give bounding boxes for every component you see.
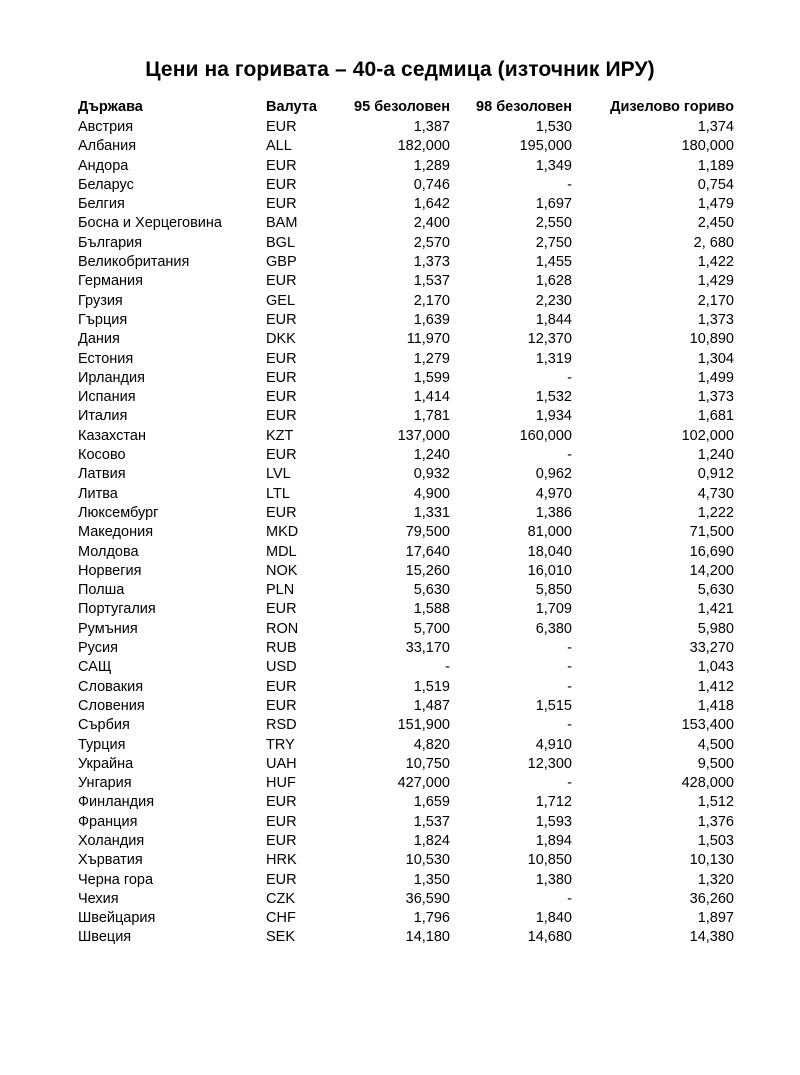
cell-currency: KZT xyxy=(266,427,294,444)
table-row xyxy=(78,620,734,639)
cell-currency: EUR xyxy=(266,176,297,193)
cell-98-unleaded: 2,550 xyxy=(535,215,572,232)
table-row xyxy=(78,465,734,484)
table-row xyxy=(78,350,734,369)
cell-currency: EUR xyxy=(266,678,297,695)
cell-country: Босна и Херцеговина xyxy=(78,215,222,232)
cell-diesel: 1,240 xyxy=(697,447,734,464)
cell-95-unleaded: 5,700 xyxy=(413,620,450,637)
cell-diesel: 1,503 xyxy=(697,832,734,849)
cell-98-unleaded: 2,230 xyxy=(535,292,572,309)
cell-95-unleaded: 2,570 xyxy=(413,234,450,251)
cell-currency: EUR xyxy=(266,196,297,213)
table-row xyxy=(78,523,734,542)
cell-diesel: 4,500 xyxy=(697,736,734,753)
cell-country: Русия xyxy=(78,640,118,657)
table-row xyxy=(78,292,734,311)
cell-country: Хърватия xyxy=(78,852,143,869)
cell-95-unleaded: 1,537 xyxy=(413,813,450,830)
table-row xyxy=(78,774,734,793)
table-row xyxy=(78,118,734,137)
cell-country: Полша xyxy=(78,582,125,599)
cell-diesel: 1,412 xyxy=(697,678,734,695)
cell-98-unleaded: 4,910 xyxy=(535,736,572,753)
cell-country: Латвия xyxy=(78,466,126,483)
cell-currency: RUB xyxy=(266,640,297,657)
cell-country: България xyxy=(78,234,143,251)
cell-98-unleaded: 1,894 xyxy=(535,832,572,849)
cell-currency: EUR xyxy=(266,601,297,618)
cell-diesel: 0,912 xyxy=(697,466,734,483)
table-row xyxy=(78,137,734,156)
cell-95-unleaded: - xyxy=(445,659,450,676)
cell-95-unleaded: 1,588 xyxy=(413,601,450,618)
cell-diesel: 10,130 xyxy=(689,852,734,869)
cell-currency: SEK xyxy=(266,929,296,946)
cell-95-unleaded: 1,519 xyxy=(413,678,450,695)
cell-currency: LVL xyxy=(266,466,291,483)
cell-currency: EUR xyxy=(266,389,297,406)
cell-currency: GBP xyxy=(266,254,297,271)
cell-currency: BGL xyxy=(266,234,296,251)
table-row xyxy=(78,793,734,812)
cell-98-unleaded: 0,962 xyxy=(535,466,572,483)
cell-95-unleaded: 182,000 xyxy=(397,138,450,155)
cell-95-unleaded: 1,331 xyxy=(413,504,450,521)
cell-currency: NOK xyxy=(266,562,298,579)
cell-98-unleaded: 1,709 xyxy=(535,601,572,618)
cell-98-unleaded: 1,628 xyxy=(535,273,572,290)
cell-country: Грузия xyxy=(78,292,123,309)
cell-98-unleaded: - xyxy=(567,659,572,676)
cell-95-unleaded: 137,000 xyxy=(397,427,450,444)
cell-country: Естония xyxy=(78,350,134,367)
cell-currency: EUR xyxy=(266,273,297,290)
table-row xyxy=(78,330,734,349)
table-row xyxy=(78,446,734,465)
table-row xyxy=(78,504,734,523)
table-row xyxy=(78,871,734,890)
table-row xyxy=(78,214,734,233)
cell-95-unleaded: 0,932 xyxy=(413,466,450,483)
cell-country: Чехия xyxy=(78,890,119,907)
cell-diesel: 5,630 xyxy=(697,582,734,599)
cell-98-unleaded: 1,530 xyxy=(535,119,572,135)
cell-currency: RON xyxy=(266,620,299,637)
cell-95-unleaded: 4,820 xyxy=(413,736,450,753)
cell-diesel: 5,980 xyxy=(697,620,734,637)
cell-98-unleaded: 1,386 xyxy=(535,504,572,521)
table-row xyxy=(78,369,734,388)
cell-95-unleaded: 151,900 xyxy=(397,717,450,734)
cell-98-unleaded: 1,319 xyxy=(535,350,572,367)
cell-98-unleaded: 1,515 xyxy=(535,697,572,714)
cell-country: Франция xyxy=(78,813,138,830)
cell-95-unleaded: 1,240 xyxy=(413,447,450,464)
cell-diesel: 1,304 xyxy=(697,350,734,367)
table-header-row xyxy=(78,97,734,118)
table-row xyxy=(78,736,734,755)
cell-98-unleaded: 1,455 xyxy=(535,254,572,271)
cell-98-unleaded: - xyxy=(567,447,572,464)
cell-currency: CHF xyxy=(266,910,296,927)
cell-currency: PLN xyxy=(266,582,295,599)
cell-diesel: 102,000 xyxy=(681,427,734,444)
cell-country: Германия xyxy=(78,273,144,290)
cell-98-unleaded: 18,040 xyxy=(527,543,572,560)
cell-diesel: 1,222 xyxy=(697,504,734,521)
table-row xyxy=(78,176,734,195)
cell-country: Люксембург xyxy=(78,504,159,521)
table-row xyxy=(78,928,734,947)
cell-currency: HRK xyxy=(266,852,297,869)
cell-98-unleaded: 5,850 xyxy=(535,582,572,599)
cell-country: Великобритания xyxy=(78,254,190,271)
cell-98-unleaded: 1,934 xyxy=(535,408,572,425)
cell-country: Португалия xyxy=(78,601,156,618)
cell-country: Финландия xyxy=(78,794,155,811)
cell-95-unleaded: 4,900 xyxy=(413,485,450,502)
table-row xyxy=(78,234,734,253)
cell-country: Испания xyxy=(78,389,136,406)
table-row xyxy=(78,909,734,928)
cell-98-unleaded: 195,000 xyxy=(519,138,572,155)
cell-98-unleaded: 160,000 xyxy=(519,427,572,444)
cell-95-unleaded: 1,350 xyxy=(413,871,450,888)
cell-country: Турция xyxy=(78,736,126,753)
cell-diesel: 180,000 xyxy=(681,138,734,155)
table-row xyxy=(78,485,734,504)
cell-country: Словакия xyxy=(78,678,144,695)
cell-currency: EUR xyxy=(266,408,297,425)
table-row xyxy=(78,407,734,426)
cell-95-unleaded: 1,373 xyxy=(413,254,450,271)
cell-currency: TRY xyxy=(266,736,295,753)
cell-98-unleaded: 12,370 xyxy=(527,331,572,348)
cell-country: Македония xyxy=(78,524,154,541)
table-row xyxy=(78,543,734,562)
cell-country: Дания xyxy=(78,331,120,348)
cell-diesel: 1,374 xyxy=(697,119,734,135)
cell-diesel: 2,170 xyxy=(697,292,734,309)
cell-currency: EUR xyxy=(266,871,297,888)
table-row xyxy=(78,890,734,909)
cell-98-unleaded: 1,697 xyxy=(535,196,572,213)
cell-95-unleaded: 1,639 xyxy=(413,311,450,328)
cell-98-unleaded: 1,593 xyxy=(535,813,572,830)
cell-country: Беларус xyxy=(78,176,134,193)
cell-diesel: 1,479 xyxy=(697,196,734,213)
fuel-prices-table xyxy=(78,97,734,948)
cell-95-unleaded: 427,000 xyxy=(397,775,450,792)
header-diesel: Дизелово гориво xyxy=(610,98,734,115)
cell-95-unleaded: 14,180 xyxy=(405,929,450,946)
table-row xyxy=(78,581,734,600)
table-row xyxy=(78,195,734,214)
cell-currency: MKD xyxy=(266,524,299,541)
cell-98-unleaded: 12,300 xyxy=(527,755,572,772)
cell-95-unleaded: 2,400 xyxy=(413,215,450,232)
cell-98-unleaded: - xyxy=(567,678,572,695)
cell-currency: EUR xyxy=(266,794,297,811)
cell-diesel: 1,189 xyxy=(697,157,734,174)
table-row xyxy=(78,427,734,446)
cell-98-unleaded: - xyxy=(567,717,572,734)
cell-country: Косово xyxy=(78,447,126,464)
cell-diesel: 0,754 xyxy=(697,176,734,193)
cell-country: САЩ xyxy=(78,659,112,676)
cell-diesel: 428,000 xyxy=(681,775,734,792)
cell-95-unleaded: 36,590 xyxy=(405,890,450,907)
cell-98-unleaded: 1,380 xyxy=(535,871,572,888)
cell-country: Казахстан xyxy=(78,427,146,444)
table-row xyxy=(78,253,734,272)
cell-diesel: 1,418 xyxy=(697,697,734,714)
table-row xyxy=(78,311,734,330)
cell-98-unleaded: 81,000 xyxy=(527,524,572,541)
cell-currency: DKK xyxy=(266,331,296,348)
cell-currency: EUR xyxy=(266,447,297,464)
cell-98-unleaded: 2,750 xyxy=(535,234,572,251)
cell-country: Ирландия xyxy=(78,369,145,386)
cell-currency: EUR xyxy=(266,119,297,135)
cell-95-unleaded: 1,279 xyxy=(413,350,450,367)
cell-diesel: 1,376 xyxy=(697,813,734,830)
cell-95-unleaded: 2,170 xyxy=(413,292,450,309)
table-row xyxy=(78,272,734,291)
cell-diesel: 9,500 xyxy=(697,755,734,772)
table-body xyxy=(78,118,734,948)
table-row xyxy=(78,813,734,832)
cell-95-unleaded: 11,970 xyxy=(406,331,450,348)
cell-country: Унгария xyxy=(78,775,132,792)
cell-95-unleaded: 79,500 xyxy=(405,524,450,541)
cell-country: Швейцария xyxy=(78,910,156,927)
cell-country: Сърбия xyxy=(78,717,130,734)
cell-diesel: 1,043 xyxy=(697,659,734,676)
cell-98-unleaded: - xyxy=(567,176,572,193)
table-row xyxy=(78,851,734,870)
cell-country: Гърция xyxy=(78,311,128,328)
cell-currency: RSD xyxy=(266,717,297,734)
cell-98-unleaded: 1,712 xyxy=(535,794,572,811)
cell-95-unleaded: 1,824 xyxy=(413,832,450,849)
cell-95-unleaded: 1,599 xyxy=(413,369,450,386)
cell-diesel: 1,429 xyxy=(697,273,734,290)
cell-98-unleaded: 1,840 xyxy=(535,910,572,927)
cell-diesel: 71,500 xyxy=(689,524,734,541)
cell-98-unleaded: - xyxy=(567,775,572,792)
cell-diesel: 1,373 xyxy=(697,311,734,328)
cell-diesel: 33,270 xyxy=(689,640,734,657)
cell-currency: EUR xyxy=(266,369,297,386)
cell-currency: HUF xyxy=(266,775,296,792)
cell-diesel: 1,499 xyxy=(697,369,734,386)
cell-diesel: 36,260 xyxy=(689,890,734,907)
header-98-unleaded: 98 безоловен xyxy=(476,98,572,115)
cell-country: Швеция xyxy=(78,929,132,946)
cell-country: Андора xyxy=(78,157,129,174)
cell-98-unleaded: 1,844 xyxy=(535,311,572,328)
cell-diesel: 14,380 xyxy=(689,929,734,946)
table-row xyxy=(78,755,734,774)
cell-98-unleaded: 1,349 xyxy=(535,157,572,174)
cell-country: Молдова xyxy=(78,543,139,560)
cell-currency: MDL xyxy=(266,543,297,560)
table-row xyxy=(78,678,734,697)
cell-95-unleaded: 33,170 xyxy=(405,640,450,657)
cell-98-unleaded: 1,532 xyxy=(535,389,572,406)
cell-country: Словения xyxy=(78,697,145,714)
cell-95-unleaded: 5,630 xyxy=(413,582,450,599)
cell-currency: GEL xyxy=(266,292,296,309)
cell-95-unleaded: 17,640 xyxy=(405,543,450,560)
cell-currency: UAH xyxy=(266,755,297,772)
cell-currency: EUR xyxy=(266,697,297,714)
cell-currency: ALL xyxy=(266,138,292,155)
cell-diesel: 1,897 xyxy=(697,910,734,927)
cell-95-unleaded: 10,750 xyxy=(405,755,450,772)
cell-95-unleaded: 1,659 xyxy=(413,794,450,811)
cell-currency: BAM xyxy=(266,215,298,232)
table-row xyxy=(78,639,734,658)
cell-98-unleaded: - xyxy=(567,890,572,907)
cell-country: Албания xyxy=(78,138,137,155)
cell-diesel: 14,200 xyxy=(689,562,734,579)
cell-95-unleaded: 1,487 xyxy=(413,697,450,714)
cell-diesel: 16,690 xyxy=(689,543,734,560)
cell-currency: EUR xyxy=(266,311,297,328)
table-row xyxy=(78,562,734,581)
cell-country: Литва xyxy=(78,485,118,502)
cell-country: Холандия xyxy=(78,832,145,849)
cell-98-unleaded: 14,680 xyxy=(527,929,572,946)
cell-country: Черна гора xyxy=(78,871,154,888)
cell-diesel: 2, 680 xyxy=(693,234,734,251)
table-row xyxy=(78,697,734,716)
cell-98-unleaded: - xyxy=(567,369,572,386)
cell-diesel: 1,320 xyxy=(697,871,734,888)
cell-currency: EUR xyxy=(266,157,297,174)
cell-diesel: 1,421 xyxy=(697,601,734,618)
table-row xyxy=(78,600,734,619)
cell-country: Румъния xyxy=(78,620,138,637)
table-row xyxy=(78,658,734,677)
cell-95-unleaded: 1,387 xyxy=(413,119,450,135)
cell-95-unleaded: 10,530 xyxy=(405,852,450,869)
cell-diesel: 153,400 xyxy=(681,717,734,734)
cell-98-unleaded: 4,970 xyxy=(535,485,572,502)
cell-country: Австрия xyxy=(78,119,134,135)
cell-diesel: 1,422 xyxy=(697,254,734,271)
cell-currency: EUR xyxy=(266,832,297,849)
table-row xyxy=(78,388,734,407)
cell-diesel: 1,373 xyxy=(697,389,734,406)
cell-98-unleaded: 6,380 xyxy=(535,620,572,637)
cell-95-unleaded: 1,414 xyxy=(413,389,450,406)
cell-currency: EUR xyxy=(266,813,297,830)
cell-95-unleaded: 1,781 xyxy=(413,408,450,425)
cell-country: Белгия xyxy=(78,196,125,213)
cell-98-unleaded: 16,010 xyxy=(527,562,572,579)
cell-95-unleaded: 1,642 xyxy=(413,196,450,213)
table-row xyxy=(78,157,734,176)
cell-95-unleaded: 0,746 xyxy=(413,176,450,193)
cell-diesel: 4,730 xyxy=(697,485,734,502)
cell-95-unleaded: 15,260 xyxy=(405,562,450,579)
cell-country: Украйна xyxy=(78,755,134,772)
table-row xyxy=(78,832,734,851)
cell-98-unleaded: 10,850 xyxy=(527,852,572,869)
cell-98-unleaded: - xyxy=(567,640,572,657)
cell-95-unleaded: 1,796 xyxy=(413,910,450,927)
cell-currency: USD xyxy=(266,659,297,676)
cell-currency: CZK xyxy=(266,890,295,907)
header-currency: Валута xyxy=(266,98,317,115)
cell-diesel: 10,890 xyxy=(689,331,734,348)
cell-country: Италия xyxy=(78,408,128,425)
header-95-unleaded: 95 безоловен xyxy=(354,98,450,115)
cell-diesel: 1,512 xyxy=(697,794,734,811)
cell-country: Норвегия xyxy=(78,562,142,579)
cell-diesel: 1,681 xyxy=(697,408,734,425)
cell-95-unleaded: 1,537 xyxy=(413,273,450,290)
header-country: Държава xyxy=(78,98,143,115)
cell-currency: LTL xyxy=(266,485,290,502)
cell-95-unleaded: 1,289 xyxy=(413,157,450,174)
cell-currency: EUR xyxy=(266,350,297,367)
table-row xyxy=(78,716,734,735)
cell-currency: EUR xyxy=(266,504,297,521)
page-title: Цени на горивата – 40-а седмица (източник ИРУ) xyxy=(145,58,655,81)
cell-diesel: 2,450 xyxy=(697,215,734,232)
